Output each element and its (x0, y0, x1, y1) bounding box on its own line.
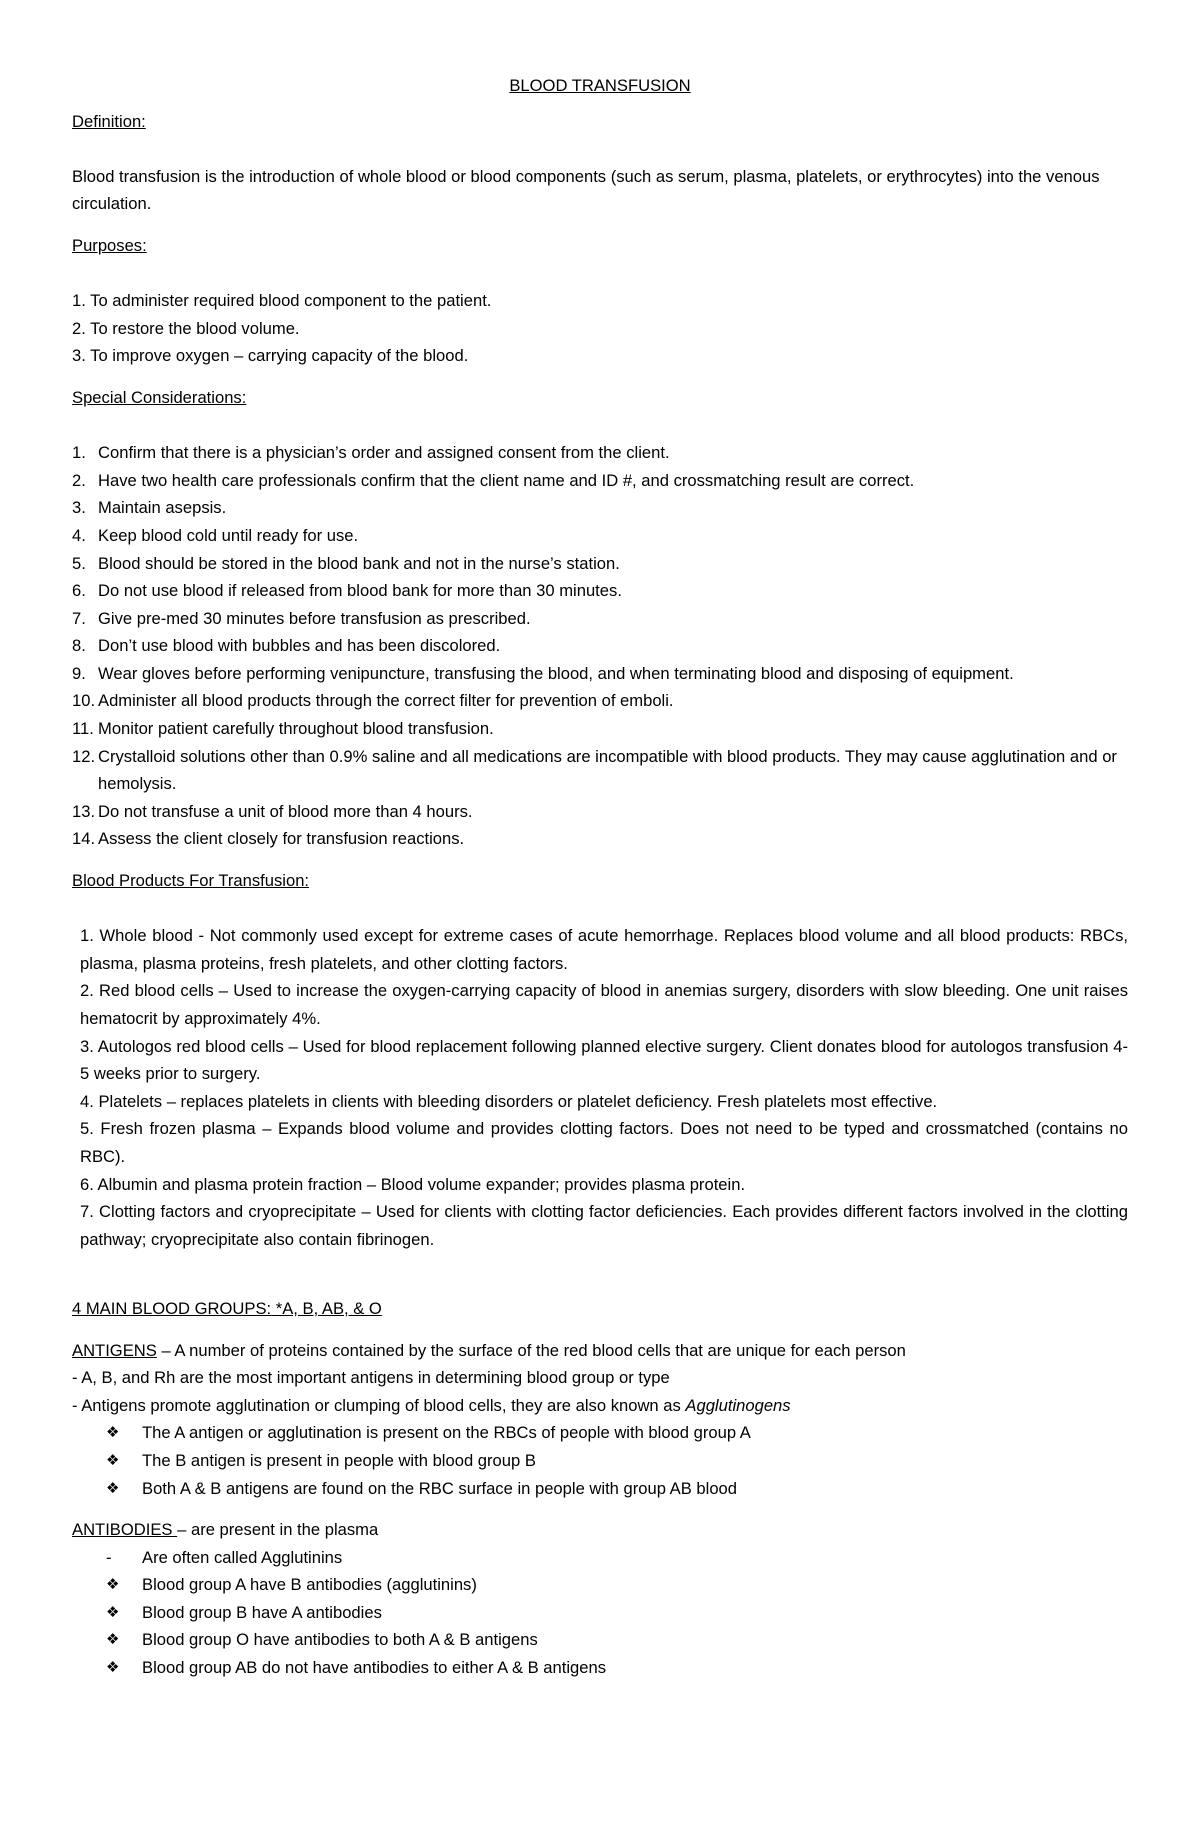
item-text: Blood group B have A antibodies (142, 1602, 382, 1622)
item-number: 14. (72, 829, 96, 849)
definition-heading: Definition: (72, 111, 146, 131)
item-text: Blood group A have B antibodies (agglutinins) (142, 1575, 477, 1595)
item-number: 7. (72, 608, 86, 628)
list-item: 2. Red blood cells – Used to increase the oxygen-carrying capacity of blood in anemias surgery, disorders with slow bleeding. One unit raises hematocrit by approximately 4%. (80, 981, 1128, 1028)
list-item (106, 1654, 1128, 1682)
spacer (72, 1502, 1128, 1516)
list-item (72, 660, 1128, 688)
list-item: 1. To administer required blood component to the patient. (72, 291, 492, 311)
antibodies-bullet-list (72, 1571, 1128, 1681)
blood-products-list (72, 922, 1128, 1253)
item-text: Do not transfuse a unit of blood more than 4 hours. (98, 801, 473, 821)
list-item (72, 687, 1128, 715)
spacer (72, 260, 1128, 288)
spacer (72, 1323, 1128, 1337)
item-number: 4. (72, 525, 86, 545)
list-item: 7. Clotting factors and cryoprecipitate – Used for clients with clotting factor deficiencies. Each provides different factors involved in the clotting pathway; cryoprecipitate also contain fibrinogen. (80, 1202, 1128, 1249)
list-item: 3. Autologos red blood cells – Used for blood replacement following planned elective surgery. Client donates blood for autologos transfusion 4-5 weeks prior to surgery. (80, 1036, 1128, 1084)
diamond-bullet-icon: ❖ (106, 1576, 120, 1594)
document-title: BLOOD TRANSFUSION (509, 76, 691, 95)
list-item (72, 494, 1128, 522)
diamond-bullet-icon: ❖ (106, 1631, 120, 1649)
item-text: Administer all blood products through the correct filter for prevention of emboli. (98, 691, 674, 711)
list-item (106, 1419, 1128, 1447)
list-item (106, 1599, 1128, 1627)
antigens-dash-text: - Antigens promote agglutination or clumping of blood cells, they are also known as (72, 1395, 686, 1415)
list-item: 4. Platelets – replaces platelets in clients with bleeding disorders or platelet deficiency. Fresh platelets most effective. (80, 1091, 938, 1111)
diamond-bullet-icon: ❖ (106, 1659, 120, 1677)
item-number: 8. (72, 636, 86, 656)
list-item: 1. Whole blood - Not commonly used except for extreme cases of acute hemorrhage. Replaces blood volume and all blood products: RBCs, plasma, plasma proteins, fresh platelets, and other clotting factors. (80, 926, 1128, 973)
item-text: Assess the client closely for transfusion reactions. (98, 829, 465, 849)
list-item (72, 743, 1128, 798)
item-number: 12. (72, 746, 96, 766)
item-number: 10. (72, 691, 96, 711)
list-item: 3. To improve oxygen – carrying capacity of the blood. (72, 346, 469, 366)
item-text: Blood should be stored in the blood bank and not in the nurse’s station. (98, 553, 620, 573)
purposes-list (72, 287, 1128, 370)
antigens-dash-item (72, 1392, 1128, 1420)
spacer (72, 370, 1128, 384)
item-number: 1. (72, 443, 86, 463)
antigens-title: ANTIGENS (72, 1340, 157, 1360)
antigens-description: – A number of proteins contained by the surface of the red blood cells that are unique for each person (156, 1340, 906, 1360)
item-text: Wear gloves before performing venipuncture, transfusing the blood, and when terminating blood and disposing of equipment. (98, 663, 1014, 683)
spacer (72, 135, 1128, 163)
list-item (72, 632, 1128, 660)
list-item (72, 825, 1128, 853)
list-item (72, 577, 1128, 605)
blood-groups-title: 4 MAIN BLOOD GROUPS: (72, 1298, 272, 1318)
list-item (72, 550, 1128, 578)
diamond-bullet-icon: ❖ (106, 1479, 120, 1497)
list-item (72, 715, 1128, 743)
list-item (106, 1544, 1128, 1572)
item-text: Blood group O have antibodies to both A & B antigens (142, 1630, 538, 1650)
antibodies-dash-list (72, 1544, 1128, 1572)
item-text: Do not use blood if released from blood bank for more than 30 minutes. (98, 581, 622, 601)
item-text: Monitor patient carefully throughout blood transfusion. (98, 719, 494, 739)
item-text: Both A & B antigens are found on the RBC surface in people with group AB blood (142, 1478, 738, 1498)
spacer (72, 412, 1128, 440)
item-number: 13. (72, 801, 96, 821)
antibodies-description: – are present in the plasma (177, 1520, 379, 1540)
list-item (72, 439, 1128, 467)
list-item (72, 467, 1128, 495)
item-number: 11. (72, 719, 94, 739)
spacer (72, 218, 1128, 232)
list-item (72, 798, 1128, 826)
item-number: 6. (72, 581, 86, 601)
list-item: 2. To restore the blood volume. (72, 318, 300, 338)
blood-products-heading: Blood Products For Transfusion: (72, 871, 310, 891)
purposes-heading: Purposes: (72, 235, 147, 255)
spacer (72, 1253, 1128, 1281)
spacer (72, 895, 1128, 923)
item-text: The B antigen is present in people with blood group B (142, 1450, 536, 1470)
item-text: Have two health care professionals confirm that the client name and ID #, and crossmatching result are correct. (98, 470, 915, 490)
list-item (106, 1626, 1128, 1654)
item-text: Blood group AB do not have antibodies to either A & B antigens (142, 1658, 607, 1678)
list-item: 5. Fresh frozen plasma – Expands blood volume and provides clotting factors. Does not need to be typed and crossmatched (contains no RBC). (80, 1119, 1128, 1166)
diamond-bullet-icon: ❖ (106, 1603, 120, 1621)
item-text: Are often called Agglutinins (142, 1547, 343, 1567)
antibodies-heading (72, 1516, 1128, 1544)
item-text: Give pre-med 30 minutes before transfusion as prescribed. (98, 608, 531, 628)
diamond-bullet-icon: ❖ (106, 1424, 120, 1442)
list-item (72, 605, 1128, 633)
blood-groups-heading (72, 1295, 1128, 1323)
considerations-list (72, 439, 1128, 853)
spacer (72, 853, 1128, 867)
list-item (106, 1571, 1128, 1599)
special-considerations-heading: Special Considerations: (72, 387, 247, 407)
dash-bullet: - (106, 1547, 112, 1567)
list-item (106, 1447, 1128, 1475)
item-text: Don’t use blood with bubbles and has been discolored. (98, 636, 501, 656)
spacer (72, 1281, 1128, 1295)
antibodies-title: ANTIBODIES (72, 1520, 178, 1540)
agglutinogens-term: Agglutinogens (685, 1395, 791, 1415)
item-number: 5. (72, 553, 86, 573)
antigens-dash-item: - A, B, and Rh are the most important antigens in determining blood group or type (72, 1368, 670, 1388)
item-text: Maintain asepsis. (98, 498, 227, 518)
item-text: Confirm that there is a physician’s order and assigned consent from the client. (98, 443, 670, 463)
antigens-bullet-list (72, 1419, 1128, 1502)
diamond-bullet-icon: ❖ (106, 1451, 120, 1469)
item-number: 9. (72, 663, 86, 683)
item-number: 2. (72, 470, 86, 490)
list-item: 6. Albumin and plasma protein fraction – Blood volume expander; provides plasma protein. (80, 1174, 746, 1194)
item-text: Crystalloid solutions other than 0.9% saline and all medications are incompatible with blood products. They may cause agglutination and or hemolysis. (98, 746, 1117, 794)
list-item (106, 1475, 1128, 1503)
item-text: The A antigen or agglutination is present on the RBCs of people with blood group A (142, 1423, 751, 1443)
item-text: Keep blood cold until ready for use. (98, 525, 359, 545)
antigens-heading (72, 1337, 1128, 1365)
list-item (72, 522, 1128, 550)
item-number: 3. (72, 498, 86, 518)
blood-groups-list: *A, B, AB, & O (271, 1298, 382, 1318)
definition-text: Blood transfusion is the introduction of whole blood or blood components (such as serum, plasma, platelets, or erythrocytes) into the venous circulation. (72, 166, 1100, 214)
